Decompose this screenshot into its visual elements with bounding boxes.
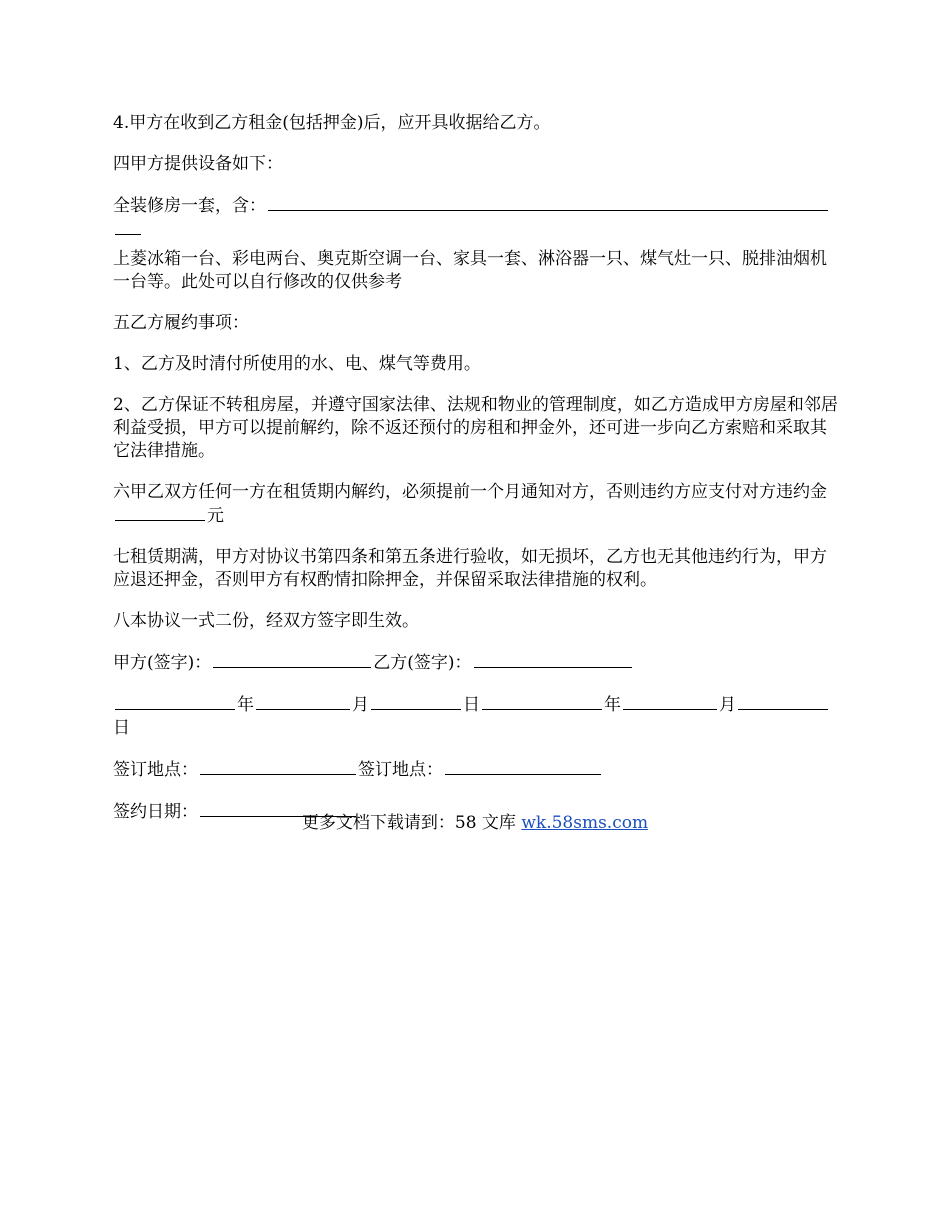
- termination-unit: 元: [207, 506, 224, 526]
- party-a-month-blank: [256, 693, 350, 710]
- footer-text: 更多文档下载请到：58 文库: [301, 813, 522, 833]
- party-b-year-blank: [482, 693, 602, 710]
- clause-equipment-list-line: [113, 194, 843, 242]
- clause-equipment-details: 上菱冰箱一台、彩电两台、奥克斯空调一台、家具一套、淋浴器一只、煤气灶一只、脱排油烟机一台等。此处可以自行修改的仅供参考: [113, 249, 827, 292]
- clause-lease-expiry: 七租赁期满，甲方对协议书第四条和第五条进行验收，如无损坏，乙方也无其他违约行为，甲方应退还押金，否则甲方有权酌情扣除押金，并保留采取法律措施的权利。: [113, 547, 827, 590]
- clause-effectiveness: 八本协议一式二份，经双方签字即生效。: [113, 611, 419, 631]
- day-label-b: 日: [113, 718, 130, 738]
- penalty-blank: [115, 504, 205, 521]
- clause-equipment-heading: 四甲方提供设备如下：: [113, 154, 283, 174]
- clause-tenant-duty-1: 1、乙方及时清付所使用的水、电、煤气等费用。: [113, 354, 481, 374]
- month-label: 月: [352, 695, 369, 715]
- year-label-b: 年: [604, 695, 621, 715]
- signature-line: [113, 651, 843, 675]
- party-b-sign-blank: [474, 651, 632, 668]
- year-label: 年: [237, 695, 254, 715]
- party-a-sign-label: 甲方(签字)：: [113, 653, 212, 673]
- party-b-sign-label: 乙方(签字)：: [373, 653, 472, 673]
- day-label: 日: [463, 695, 480, 715]
- party-a-year-blank: [115, 693, 235, 710]
- termination-text: 六甲乙双方任何一方在租赁期内解约，必须提前一个月通知对方，否则违约方应支付对方违约金: [113, 482, 827, 502]
- party-a-sign-blank: [213, 651, 371, 668]
- footer: [0, 812, 950, 835]
- party-b-day-blank: [738, 693, 828, 710]
- footer-link[interactable]: wk.58sms.com: [521, 813, 649, 833]
- equipment-prefix: 全装修房一套，含：: [113, 196, 266, 216]
- equipment-blank-continuation: [115, 218, 141, 235]
- party-b-month-blank: [623, 693, 717, 710]
- signing-date-label: 签约日期：: [113, 802, 198, 822]
- equipment-blank: [268, 194, 828, 211]
- clause-receipt: 4.甲方在收到乙方租金(包括押金)后，应开具收据给乙方。: [113, 113, 551, 133]
- month-label-b: 月: [719, 695, 736, 715]
- clause-tenant-duties-heading: 五乙方履约事项：: [113, 313, 249, 333]
- party-a-day-blank: [371, 693, 461, 710]
- document-body: [113, 112, 843, 842]
- party-a-place-blank: [200, 758, 356, 775]
- party-b-place-blank: [445, 758, 601, 775]
- party-a-place-label: 签订地点：: [113, 760, 198, 780]
- date-line: [113, 693, 843, 740]
- clause-tenant-duty-2: 2、乙方保证不转租房屋，并遵守国家法律、法规和物业的管理制度，如乙方造成甲方房屋和邻居利益受损，甲方可以提前解约，除不返还预付的房租和押金外，还可进一步向乙方索赔和采取其它法律措施。: [113, 395, 838, 461]
- place-line: [113, 758, 843, 782]
- clause-termination: [113, 481, 843, 528]
- party-b-place-label: 签订地点：: [358, 760, 443, 780]
